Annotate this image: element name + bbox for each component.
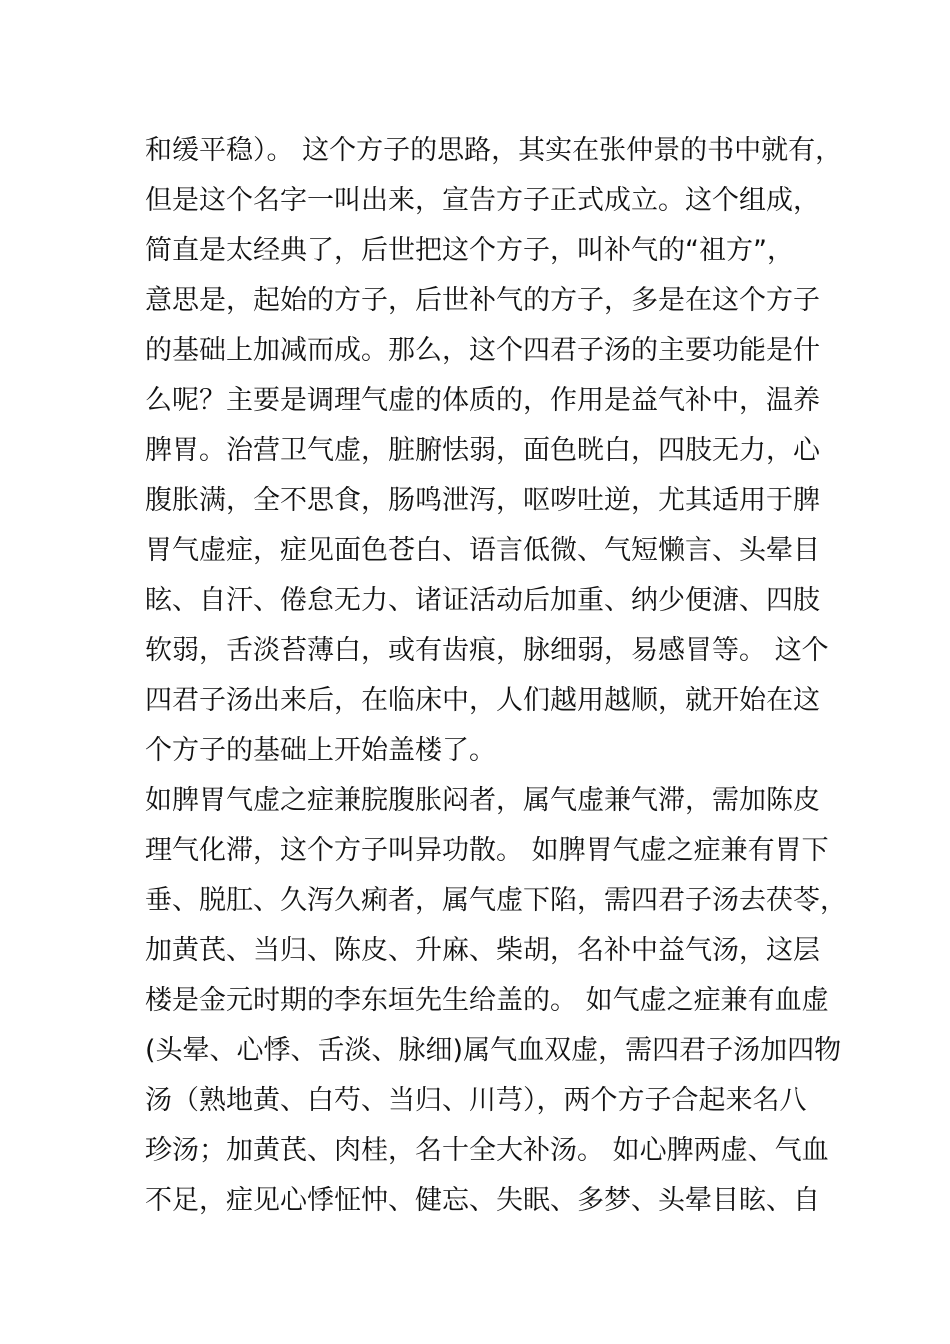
- text-line: 软弱，舌淡苔薄白，或有齿痕，脉细弱，易感冒等。 这个: [145, 635, 829, 666]
- text-line: 楼是金元时期的李东垣先生给盖的。 如气虚之症兼有血虚: [145, 985, 829, 1016]
- text-line: 腹胀满，全不思食，肠鸣泄泻，呕哕吐逆，尤其适用于脾: [145, 485, 820, 516]
- text-line: 简直是太经典了，后世把这个方子，叫补气的“祖方”，: [145, 235, 794, 266]
- text-line: 胃气虚症，症见面色苍白、语言低微、气短懒言、头晕目: [145, 535, 820, 566]
- text-line: 脾胃。治营卫气虚，脏腑怯弱，面色晄白，四肢无力，心: [145, 435, 820, 466]
- text-line: 但是这个名字一叫出来，宣告方子正式成立。这个组成，: [145, 185, 820, 216]
- text-line: 意思是，起始的方子，后世补气的方子，多是在这个方子: [145, 285, 820, 316]
- text-line: 珍汤；加黄芪、肉桂，名十全大补汤。 如心脾两虚、气血: [145, 1135, 829, 1166]
- text-line: 不足，症见心悸怔忡、健忘、失眠、多梦、头晕目眩、自: [145, 1185, 820, 1216]
- text-line: 眩、自汗、倦怠无力、诸证活动后加重、纳少便溏、四肢: [145, 585, 820, 616]
- text-line: 么呢？主要是调理气虚的体质的，作用是益气补中，温养: [145, 385, 820, 416]
- body-text: [145, 126, 847, 1226]
- text-line: 如脾胃气虚之症兼脘腹胀闷者，属气虚兼气滞，需加陈皮: [145, 785, 820, 816]
- text-line: 汤（熟地黄、白芍、当归、川芎），两个方子合起来名八: [145, 1085, 807, 1116]
- text-line: 加黄芪、当归、陈皮、升麻、柴胡，名补中益气汤，这层: [145, 935, 820, 966]
- text-line: 个方子的基础上开始盖楼了。: [145, 735, 496, 766]
- text-line: (头晕、心悸、舌淡、脉细)属气血双虚，需四君子汤加四物: [145, 1035, 842, 1066]
- text-line: 理气化滞，这个方子叫异功散。 如脾胃气虚之症兼有胃下: [145, 835, 829, 866]
- text-line: 垂、脱肛、久泻久痢者，属气虚下陷，需四君子汤去茯苓，: [145, 885, 847, 916]
- text-line: 的基础上加减而成。那么，这个四君子汤的主要功能是什: [145, 335, 820, 366]
- text-line: 和缓平稳）。 这个方子的思路，其实在张仲景的书中就有，: [145, 135, 843, 166]
- text-line: 四君子汤出来后，在临床中，人们越用越顺，就开始在这: [145, 685, 820, 716]
